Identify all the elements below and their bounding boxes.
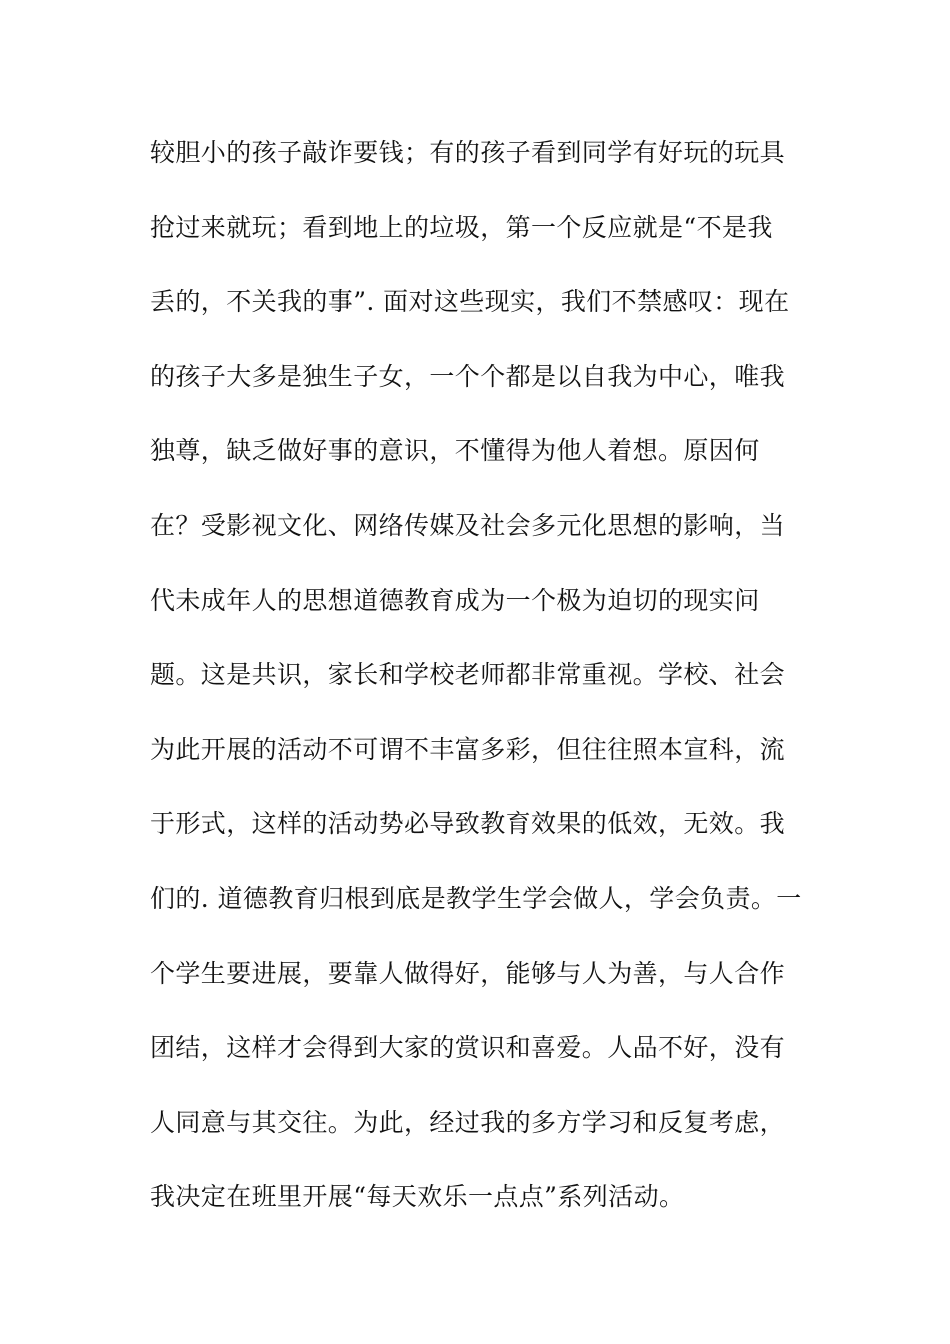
text-line: 的孩子大多是独生子女，一个个都是以自我为中心，唯我 <box>150 361 786 391</box>
text-line: 较胆小的孩子敲诈要钱；有的孩子看到同学有好玩的玩具 <box>150 138 786 167</box>
text-line: 于形式，这样的活动势必导致教育效果的低效，无效。我 <box>150 809 786 839</box>
text-line: 团结，这样才会得到大家的赏识和喜爱。人品不好，没有 <box>150 1033 786 1063</box>
text-line: 抢过来就玩；看到地上的垃圾，第一个反应就是“不是我 <box>150 212 773 242</box>
text-line: 人同意与其交往。为此，经过我的多方学习和反复考虑， <box>150 1107 786 1137</box>
text-line: 们的. 道德教育归根到底是教学生学会做人，学会负责。一 <box>150 883 802 913</box>
text-line: 独尊，缺乏做好事的意识，不懂得为他人着想。原因何 <box>150 436 760 466</box>
text-line: 代未成年人的思想道德教育成为一个极为迫切的现实问 <box>150 585 760 615</box>
body-text <box>150 128 810 1247</box>
text-line: 在？受影视文化、网络传媒及社会多元化思想的影响，当 <box>150 510 786 540</box>
text-line: 丢的，不关我的事”. 面对这些现实，我们不禁感叹：现在 <box>150 287 790 317</box>
text-line: 我决定在班里开展“每天欢乐一点点”系列活动。 <box>150 1182 685 1212</box>
text-line: 为此开展的活动不可谓不丰富多彩，但往往照本宣科，流 <box>150 734 786 764</box>
text-line: 个学生要进展，要靠人做得好，能够与人为善，与人合作 <box>150 958 786 988</box>
text-line: 题。这是共识，家长和学校老师都非常重视。学校、社会 <box>150 660 786 690</box>
